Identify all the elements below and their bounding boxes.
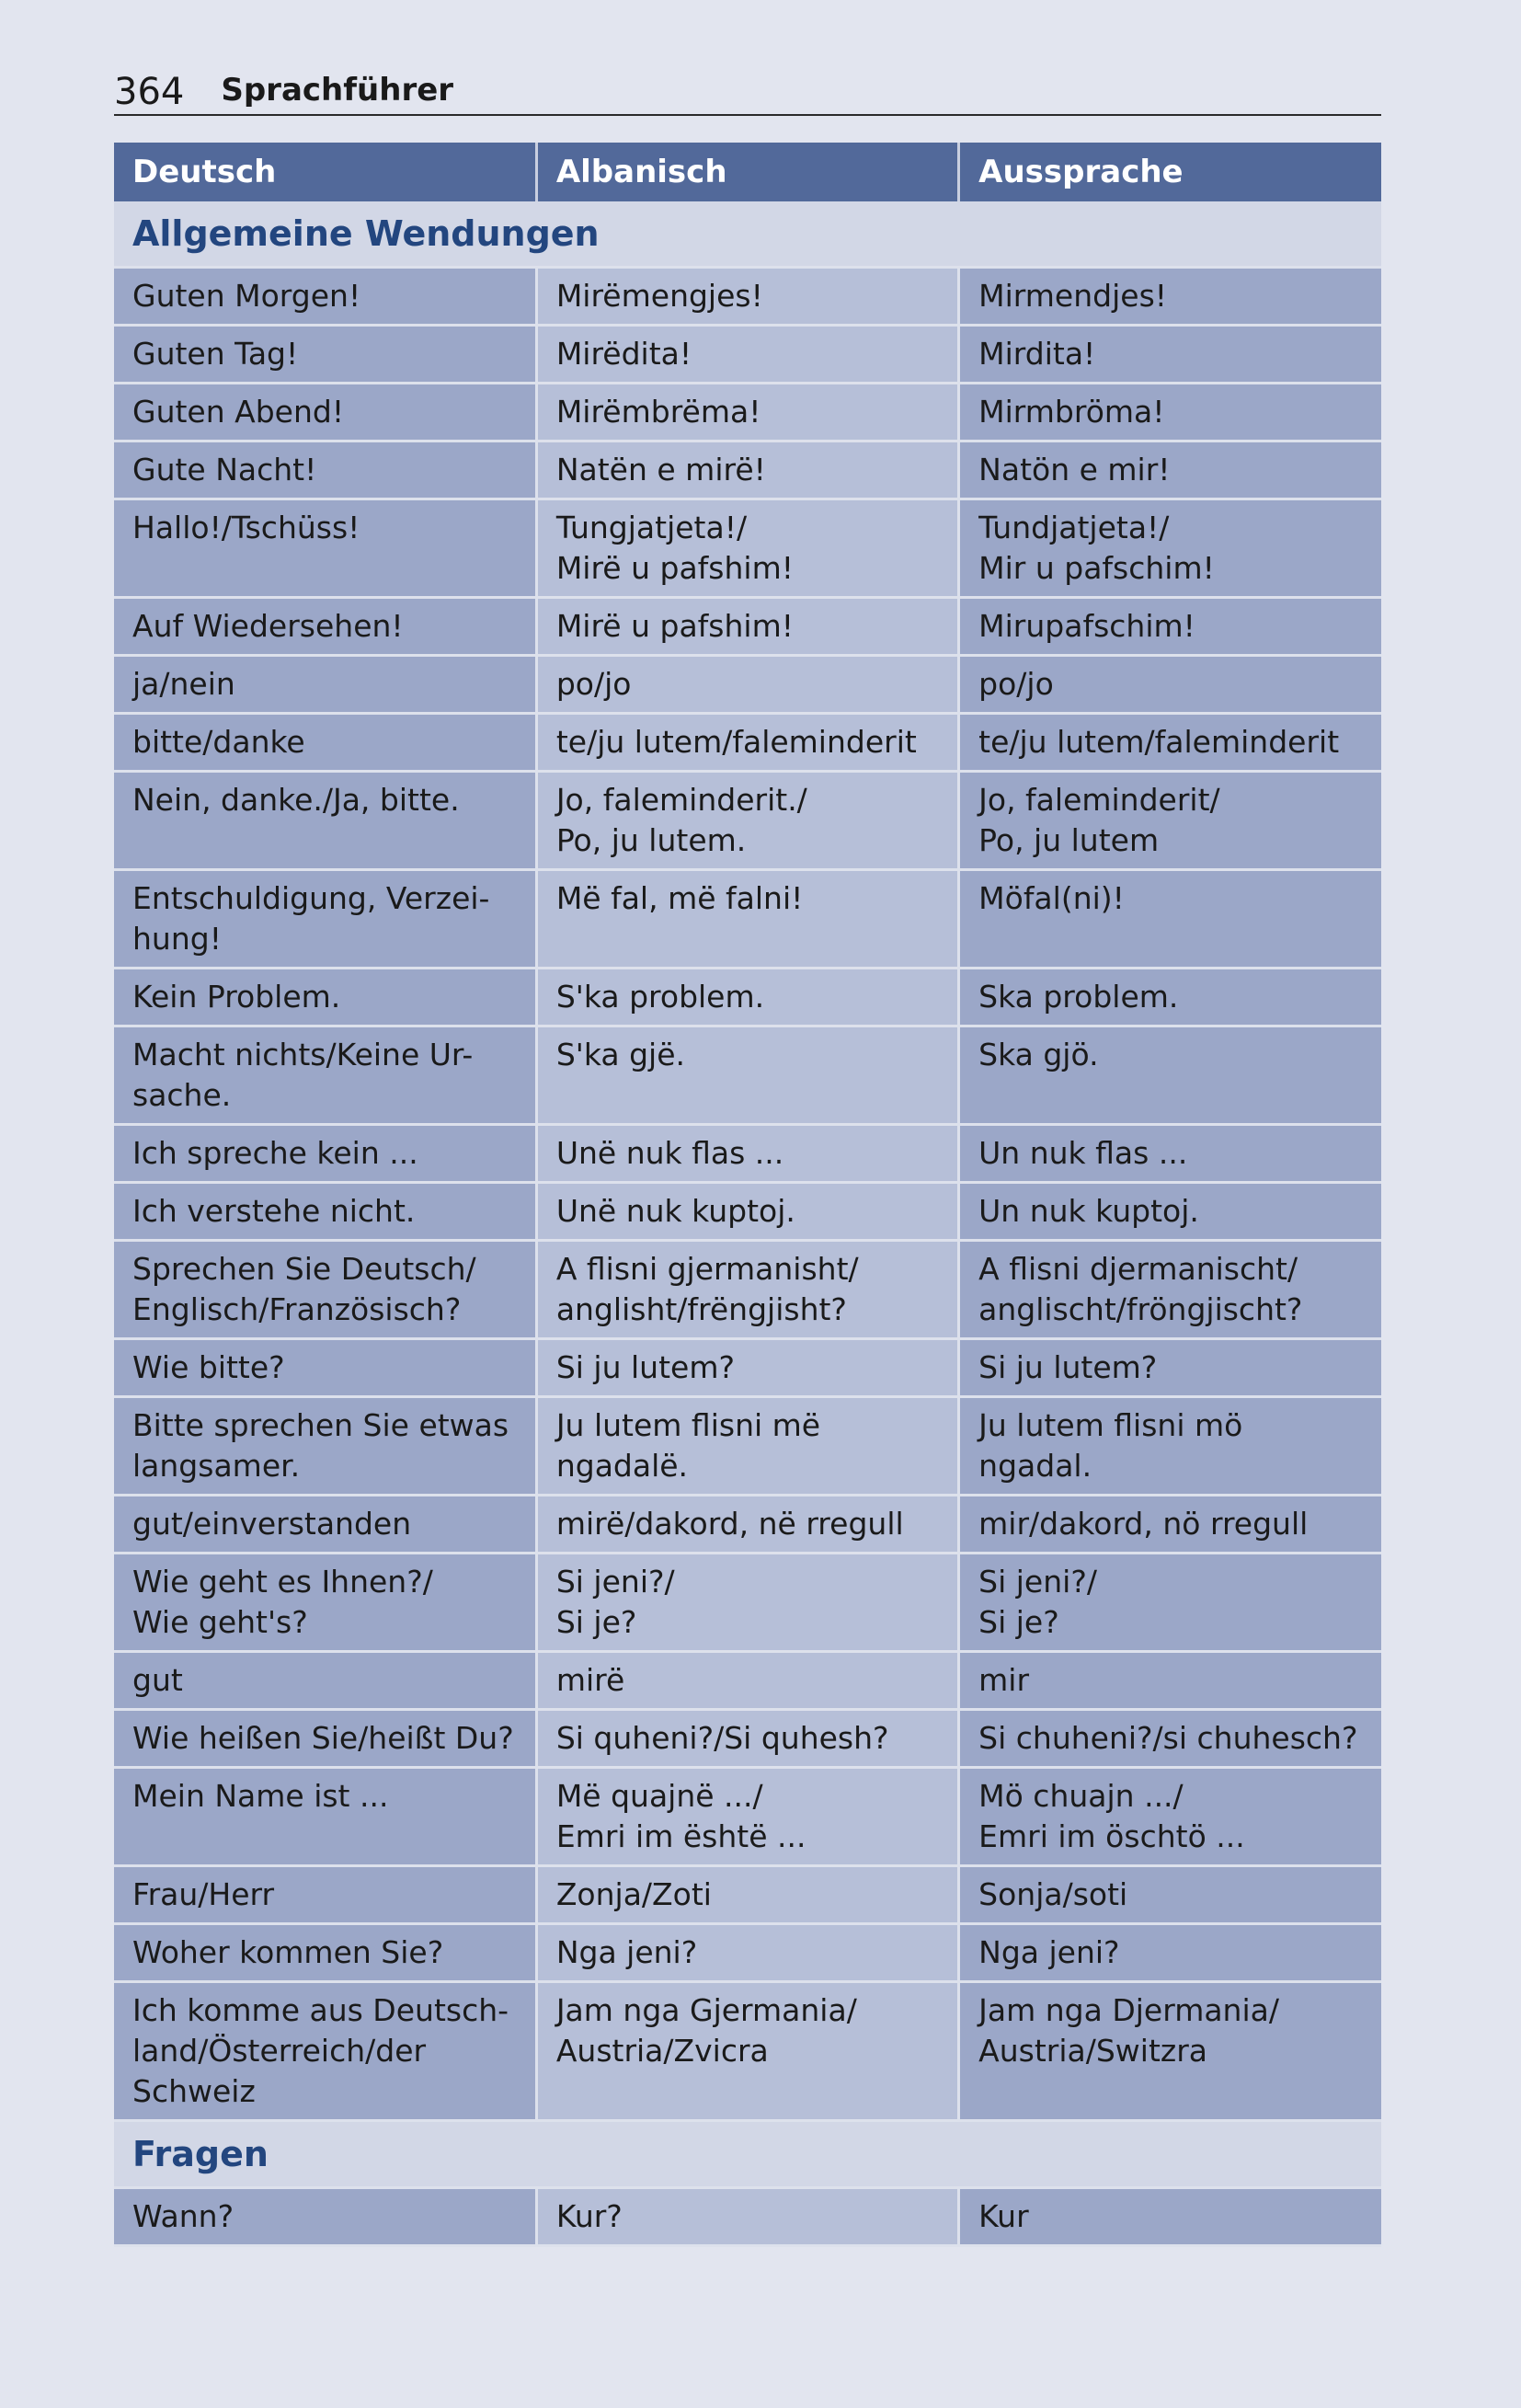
- cell-line: Mirupafschim!: [978, 608, 1195, 644]
- cell-line: Kein Problem.: [132, 979, 341, 1015]
- cell-line: Austria/Zvicra: [555, 2033, 769, 2069]
- running-title: Sprachführer: [221, 72, 454, 109]
- cell-line: Ju lutem flisni më ngadalë.: [555, 1407, 821, 1484]
- cell-line: Wie bitte?: [132, 1349, 285, 1385]
- cell-albanisch: [536, 1183, 958, 1241]
- cell-line: Jam nga Gjermania/: [555, 1992, 857, 2028]
- cell-albanisch: [536, 1496, 958, 1554]
- table-body: [114, 201, 1381, 2246]
- cell-aussprache: [959, 772, 1381, 870]
- cell-line: Si je?: [555, 1604, 637, 1640]
- cell-line: Wie heißen Sie/heißt Du?: [132, 1720, 514, 1756]
- cell-deutsch: [114, 1183, 536, 1241]
- cell-line: te/ju lutem/faleminderit: [555, 724, 917, 760]
- cell-deutsch: [114, 268, 536, 326]
- cell-deutsch: [114, 2188, 536, 2246]
- cell-deutsch: [114, 1125, 536, 1183]
- table-header-row: [114, 143, 1381, 201]
- cell-line: langsamer.: [132, 1448, 301, 1484]
- cell-deutsch: [114, 772, 536, 870]
- cell-deutsch: [114, 1026, 536, 1125]
- column-header-deutsch: Deutsch: [114, 143, 536, 201]
- cell-line: anglischt/fröngjischt?: [978, 1291, 1303, 1327]
- cell-albanisch: [536, 1924, 958, 1982]
- cell-line: Nga jeni?: [555, 1934, 698, 1970]
- table-row: [114, 1866, 1381, 1924]
- cell-line: Unë nuk flas ...: [555, 1135, 784, 1171]
- cell-albanisch: [536, 441, 958, 499]
- cell-line: Wann?: [132, 2198, 234, 2234]
- cell-line: te/ju lutem/faleminderit: [978, 724, 1340, 760]
- section-row: [114, 2121, 1381, 2188]
- table-row: [114, 1768, 1381, 1866]
- cell-line: Si chuheni?/si chuhesch?: [978, 1720, 1358, 1756]
- cell-albanisch: [536, 772, 958, 870]
- cell-line: Frau/Herr: [132, 1876, 275, 1912]
- table-row: [114, 870, 1381, 969]
- cell-line: Wie geht's?: [132, 1604, 308, 1640]
- cell-aussprache: [959, 870, 1381, 969]
- cell-line: Nein, danke./Ja, bitte.: [132, 782, 460, 818]
- cell-line: mir: [978, 1662, 1030, 1698]
- cell-line: Zonja/Zoti: [555, 1876, 712, 1912]
- page-number: 364: [114, 71, 185, 113]
- cell-line: Mirdita!: [978, 336, 1096, 372]
- cell-line: anglisht/frëngjisht?: [555, 1291, 847, 1327]
- cell-line: Un nuk flas ...: [978, 1135, 1188, 1171]
- cell-line: Un nuk kuptoj.: [978, 1193, 1199, 1229]
- cell-line: Si quheni?/Si quhesh?: [555, 1720, 889, 1756]
- cell-line: Auf Wiedersehen!: [132, 608, 404, 644]
- cell-line: Mirmbröma!: [978, 394, 1165, 430]
- cell-deutsch: [114, 1241, 536, 1339]
- cell-line: S'ka gjë.: [555, 1037, 685, 1072]
- cell-line: mirë/dakord, në rregull: [555, 1506, 904, 1542]
- cell-line: Ska problem.: [978, 979, 1179, 1015]
- cell-line: Ju lutem flisni mö ngadal.: [978, 1407, 1243, 1484]
- cell-line: A flisni gjermanisht/: [555, 1251, 859, 1287]
- cell-line: Mirë u pafshim!: [555, 550, 794, 586]
- cell-deutsch: [114, 1768, 536, 1866]
- cell-line: Sprechen Sie Deutsch/: [132, 1251, 476, 1287]
- table-row: [114, 772, 1381, 870]
- cell-deutsch: [114, 656, 536, 714]
- cell-line: Si je?: [978, 1604, 1059, 1640]
- cell-aussprache: [959, 1652, 1381, 1710]
- cell-line: Natën e mirë!: [555, 452, 766, 487]
- table-row: [114, 441, 1381, 499]
- cell-line: mirë: [555, 1662, 625, 1698]
- cell-deutsch: [114, 1652, 536, 1710]
- table-row: [114, 499, 1381, 598]
- phrasebook-table: [114, 143, 1381, 2247]
- cell-line: gut: [132, 1662, 183, 1698]
- table-row: [114, 1554, 1381, 1652]
- page-header: [114, 70, 1381, 116]
- table-row: [114, 969, 1381, 1026]
- table-row: [114, 2188, 1381, 2246]
- cell-aussprache: [959, 598, 1381, 656]
- cell-line: Entschuldigung, Verzei-: [132, 880, 490, 916]
- cell-line: Gute Nacht!: [132, 452, 317, 487]
- table-row: [114, 1125, 1381, 1183]
- table-row: [114, 268, 1381, 326]
- cell-albanisch: [536, 714, 958, 772]
- cell-line: Sonja/soti: [978, 1876, 1128, 1912]
- cell-aussprache: [959, 1710, 1381, 1768]
- cell-deutsch: [114, 384, 536, 441]
- cell-line: Si ju lutem?: [555, 1349, 735, 1385]
- cell-aussprache: [959, 268, 1381, 326]
- cell-line: Më quajnë .../: [555, 1778, 763, 1814]
- cell-line: Si jeni?/: [978, 1564, 1097, 1600]
- cell-albanisch: [536, 1652, 958, 1710]
- cell-aussprache: [959, 1397, 1381, 1496]
- cell-aussprache: [959, 326, 1381, 384]
- cell-line: Ska gjö.: [978, 1037, 1099, 1072]
- cell-aussprache: [959, 714, 1381, 772]
- table-row: [114, 1026, 1381, 1125]
- table-row: [114, 1924, 1381, 1982]
- cell-deutsch: [114, 499, 536, 598]
- cell-line: Guten Tag!: [132, 336, 299, 372]
- cell-deutsch: [114, 1397, 536, 1496]
- cell-aussprache: [959, 1125, 1381, 1183]
- cell-line: Guten Morgen!: [132, 278, 361, 314]
- cell-deutsch: [114, 1982, 536, 2121]
- cell-aussprache: [959, 1982, 1381, 2121]
- cell-line: hung!: [132, 921, 222, 957]
- cell-line: Guten Abend!: [132, 394, 345, 430]
- cell-line: Jam nga Djermania/: [978, 1992, 1279, 2028]
- cell-albanisch: [536, 384, 958, 441]
- cell-albanisch: [536, 1397, 958, 1496]
- cell-line: Mirmendjes!: [978, 278, 1167, 314]
- cell-line: Ich komme aus Deutsch-: [132, 1992, 509, 2028]
- cell-line: S'ka problem.: [555, 979, 765, 1015]
- cell-line: mir/dakord, nö rregull: [978, 1506, 1309, 1542]
- cell-line: Wie geht es Ihnen?/: [132, 1564, 433, 1600]
- cell-albanisch: [536, 499, 958, 598]
- cell-line: Mirëdita!: [555, 336, 692, 372]
- cell-deutsch: [114, 326, 536, 384]
- cell-deutsch: [114, 1496, 536, 1554]
- cell-deutsch: [114, 1339, 536, 1397]
- cell-deutsch: [114, 870, 536, 969]
- cell-line: Schweiz: [132, 2073, 256, 2109]
- cell-aussprache: [959, 1241, 1381, 1339]
- cell-line: Möfal(ni)!: [978, 880, 1125, 916]
- column-header-albanisch: Albanisch: [536, 143, 958, 201]
- cell-line: Kur: [978, 2198, 1029, 2234]
- cell-line: Austria/Switzra: [978, 2033, 1208, 2069]
- cell-line: Kur?: [555, 2198, 623, 2234]
- cell-line: ja/nein: [132, 666, 235, 702]
- cell-albanisch: [536, 1026, 958, 1125]
- cell-albanisch: [536, 1554, 958, 1652]
- cell-albanisch: [536, 1982, 958, 2121]
- cell-line: Tungjatjeta!/: [555, 510, 748, 545]
- cell-deutsch: [114, 714, 536, 772]
- cell-albanisch: [536, 1339, 958, 1397]
- cell-aussprache: [959, 1866, 1381, 1924]
- cell-albanisch: [536, 598, 958, 656]
- cell-line: bitte/danke: [132, 724, 305, 760]
- cell-aussprache: [959, 441, 1381, 499]
- table-row: [114, 1652, 1381, 1710]
- cell-line: Macht nichts/Keine Ur-: [132, 1037, 474, 1072]
- cell-aussprache: [959, 384, 1381, 441]
- cell-line: Si jeni?/: [555, 1564, 675, 1600]
- table-row: [114, 1241, 1381, 1339]
- cell-aussprache: [959, 1026, 1381, 1125]
- cell-deutsch: [114, 1924, 536, 1982]
- cell-line: Mirë u pafshim!: [555, 608, 794, 644]
- cell-aussprache: [959, 1339, 1381, 1397]
- cell-albanisch: [536, 1241, 958, 1339]
- cell-aussprache: [959, 1496, 1381, 1554]
- table-row: [114, 656, 1381, 714]
- cell-line: A flisni djermanischt/: [978, 1251, 1298, 1287]
- cell-line: Ich verstehe nicht.: [132, 1193, 416, 1229]
- table-row: [114, 1982, 1381, 2121]
- table-row: [114, 598, 1381, 656]
- cell-deutsch: [114, 1554, 536, 1652]
- cell-deutsch: [114, 1866, 536, 1924]
- cell-albanisch: [536, 656, 958, 714]
- cell-aussprache: [959, 499, 1381, 598]
- cell-line: Tundjatjeta!/: [978, 510, 1170, 545]
- cell-line: Emri im öschtö ...: [978, 1818, 1245, 1854]
- cell-line: land/Österreich/der: [132, 2033, 427, 2069]
- table-row: [114, 1339, 1381, 1397]
- cell-albanisch: [536, 870, 958, 969]
- cell-line: po/jo: [978, 666, 1054, 702]
- cell-line: Nga jeni?: [978, 1934, 1120, 1970]
- cell-deutsch: [114, 598, 536, 656]
- cell-deutsch: [114, 969, 536, 1026]
- table-row: [114, 1183, 1381, 1241]
- cell-line: Mirëmengjes!: [555, 278, 763, 314]
- cell-line: Po, ju lutem: [978, 822, 1160, 858]
- cell-albanisch: [536, 1125, 958, 1183]
- cell-albanisch: [536, 326, 958, 384]
- column-header-aussprache: Aussprache: [959, 143, 1381, 201]
- section-title: Fragen: [114, 2121, 1381, 2188]
- cell-line: gut/einverstanden: [132, 1506, 412, 1542]
- section-row: [114, 201, 1381, 268]
- table-row: [114, 1397, 1381, 1496]
- cell-line: po/jo: [555, 666, 632, 702]
- cell-line: Woher kommen Sie?: [132, 1934, 444, 1970]
- section-title: Allgemeine Wendungen: [114, 201, 1381, 268]
- cell-aussprache: [959, 1183, 1381, 1241]
- table-row: [114, 326, 1381, 384]
- cell-line: Jo, faleminderit/: [978, 782, 1220, 818]
- cell-line: Mir u pafschim!: [978, 550, 1215, 586]
- cell-albanisch: [536, 1710, 958, 1768]
- cell-deutsch: [114, 1710, 536, 1768]
- cell-line: Unë nuk kuptoj.: [555, 1193, 795, 1229]
- cell-line: Mein Name ist ...: [132, 1778, 389, 1814]
- table-row: [114, 1710, 1381, 1768]
- cell-aussprache: [959, 969, 1381, 1026]
- cell-line: Bitte sprechen Sie etwas: [132, 1407, 509, 1443]
- cell-albanisch: [536, 1768, 958, 1866]
- cell-line: Si ju lutem?: [978, 1349, 1158, 1385]
- cell-albanisch: [536, 1866, 958, 1924]
- cell-line: Ich spreche kein ...: [132, 1135, 418, 1171]
- cell-deutsch: [114, 441, 536, 499]
- cell-line: Emri im është ...: [555, 1818, 806, 1854]
- cell-line: Englisch/Französisch?: [132, 1291, 462, 1327]
- table-row: [114, 714, 1381, 772]
- table-row: [114, 384, 1381, 441]
- cell-aussprache: [959, 1924, 1381, 1982]
- cell-line: sache.: [132, 1077, 232, 1113]
- cell-albanisch: [536, 268, 958, 326]
- cell-albanisch: [536, 2188, 958, 2246]
- table-row: [114, 1496, 1381, 1554]
- cell-aussprache: [959, 2188, 1381, 2246]
- cell-line: Mirëmbrëma!: [555, 394, 761, 430]
- cell-line: Mö chuajn .../: [978, 1778, 1184, 1814]
- cell-line: Hallo!/Tschüss!: [132, 510, 360, 545]
- cell-aussprache: [959, 656, 1381, 714]
- cell-line: Natön e mir!: [978, 452, 1171, 487]
- cell-aussprache: [959, 1768, 1381, 1866]
- cell-line: Po, ju lutem.: [555, 822, 747, 858]
- cell-albanisch: [536, 969, 958, 1026]
- cell-line: Më fal, më falni!: [555, 880, 804, 916]
- cell-aussprache: [959, 1554, 1381, 1652]
- cell-line: Jo, faleminderit./: [555, 782, 807, 818]
